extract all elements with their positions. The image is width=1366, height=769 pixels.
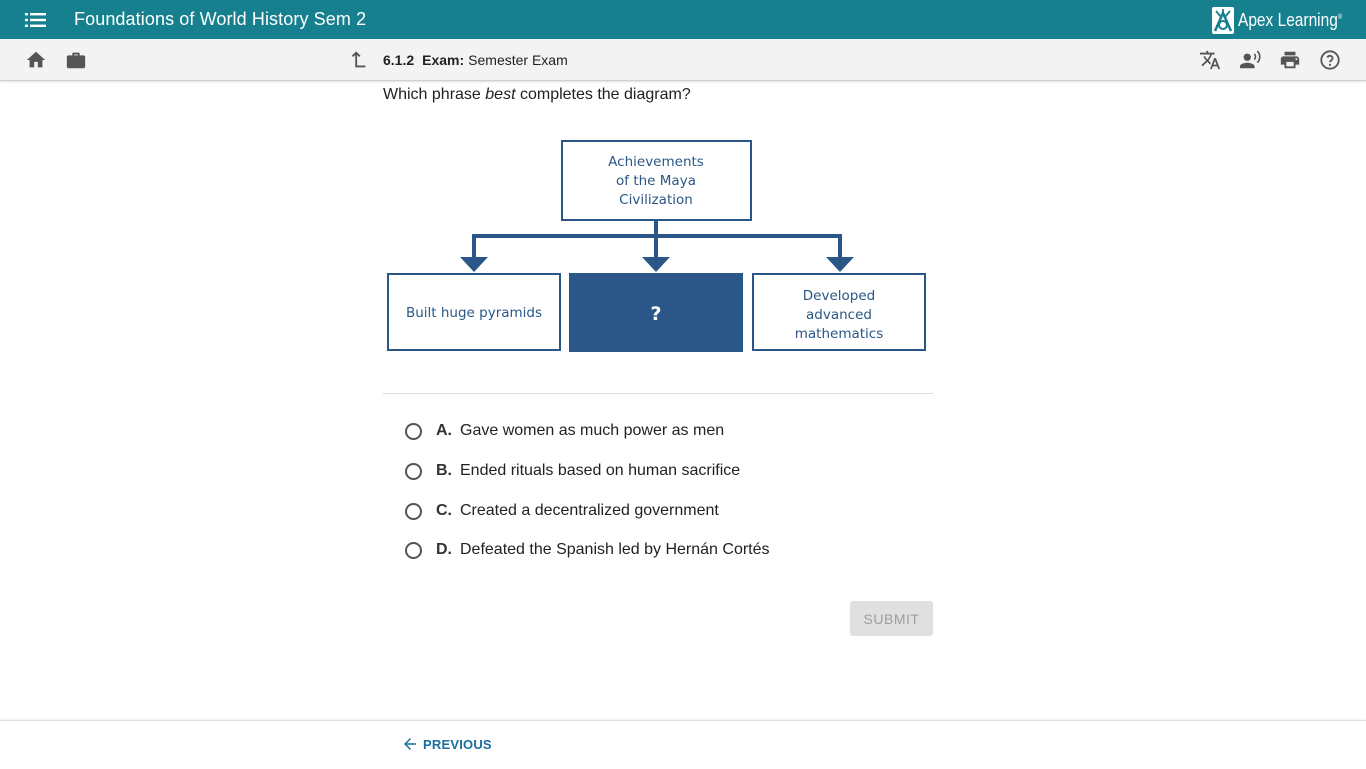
choice-text: Created a decentralized government — [460, 502, 719, 519]
radio-c[interactable] — [405, 503, 422, 520]
diagram-right-line-1: Developed — [802, 288, 876, 304]
arrow-left-icon — [401, 735, 419, 753]
choice-c[interactable] — [405, 498, 719, 524]
course-title: Foundations of World History Sem 2 — [74, 9, 367, 29]
choice-text: Defeated the Spanish led by Hernán Cortés — [460, 541, 770, 558]
footer-nav — [0, 720, 1366, 769]
previous-button[interactable] — [401, 735, 492, 753]
radio-b[interactable] — [405, 463, 422, 480]
choice-letter: B. — [436, 462, 452, 479]
diagram-top-line-3: Civilization — [619, 192, 693, 208]
choice-d[interactable] — [405, 537, 770, 563]
activity-type: Exam: — [422, 52, 465, 68]
translate-icon[interactable] — [1199, 49, 1221, 71]
arrow-middle — [642, 257, 670, 272]
brand-logo[interactable] — [1212, 6, 1359, 34]
maya-achievements-diagram — [383, 135, 933, 357]
choice-text: Ended rituals based on human sacrifice — [460, 462, 741, 479]
lesson-number: 6.1.2 — [383, 52, 415, 68]
activity-toolbar — [0, 39, 1366, 81]
diagram-top-line-2: of the Maya — [616, 173, 696, 189]
diagram-top-line-1: Achievements — [608, 154, 704, 170]
apex-logo-icon — [1212, 7, 1234, 34]
home-icon[interactable] — [25, 49, 47, 71]
choice-a[interactable] — [405, 418, 724, 444]
diagram-connectors — [460, 220, 854, 272]
divider — [383, 393, 933, 394]
help-icon[interactable] — [1319, 49, 1341, 71]
choice-letter: C. — [436, 502, 452, 519]
breadcrumb — [383, 52, 568, 68]
arrow-left — [460, 257, 488, 272]
emphasis-word: best — [485, 86, 516, 103]
diagram-left-text: Built huge pyramids — [405, 305, 543, 321]
arrow-right — [826, 257, 854, 272]
diagram-middle-text: ? — [650, 303, 662, 325]
choice-text: Gave women as much power as men — [460, 422, 725, 439]
choice-b[interactable] — [405, 458, 740, 484]
diagram-right-line-2: advanced — [806, 307, 872, 323]
radio-d[interactable] — [405, 542, 422, 559]
briefcase-icon[interactable] — [65, 49, 87, 71]
activity-title: Semester Exam — [468, 52, 568, 68]
submit-button[interactable]: SUBMIT — [850, 601, 933, 636]
text-to-speech-icon[interactable] — [1239, 49, 1261, 71]
diagram-right-line-3: mathematics — [794, 326, 884, 342]
choice-letter: D. — [436, 541, 452, 558]
menu-list-icon[interactable] — [25, 12, 47, 28]
choice-letter: A. — [436, 422, 452, 439]
brand-name: Apex Learning® — [1238, 9, 1343, 30]
previous-label: PREVIOUS — [423, 736, 492, 752]
print-icon[interactable] — [1279, 49, 1301, 71]
app-header — [0, 0, 1366, 39]
up-arrow-icon[interactable] — [347, 49, 369, 71]
question-prompt: Which phrase best completes the diagram? — [383, 86, 691, 103]
radio-a[interactable] — [405, 423, 422, 440]
